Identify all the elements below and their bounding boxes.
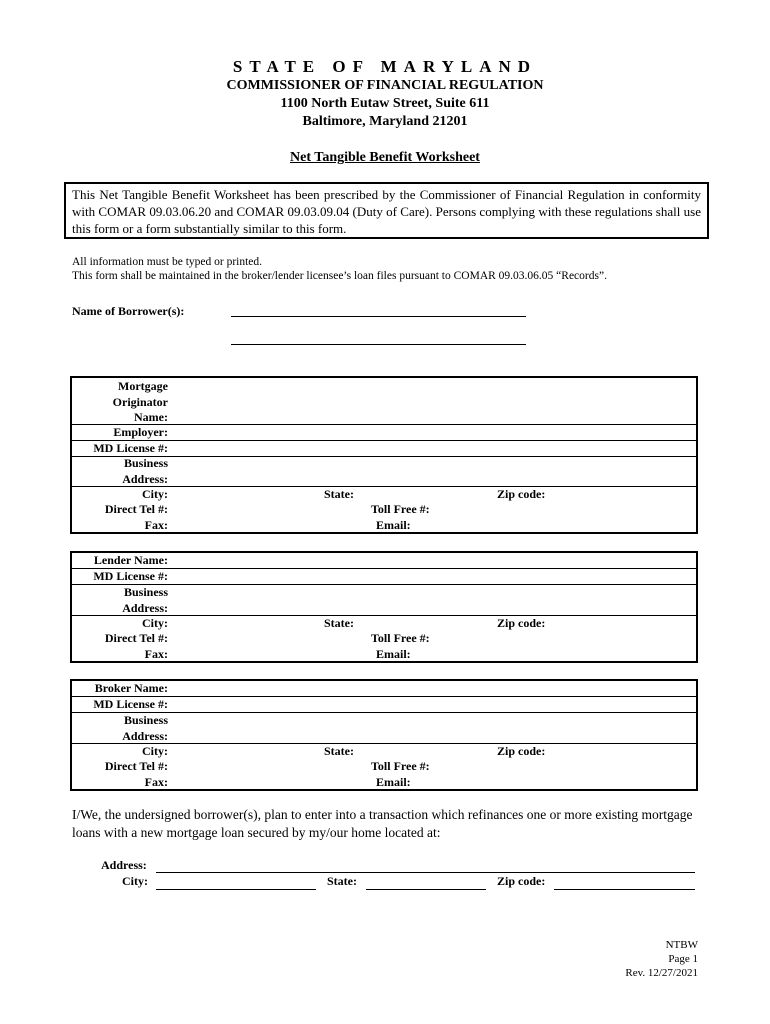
originator-tel-label: Direct Tel #: <box>104 502 168 516</box>
footer-revision: Rev. 12/27/2021 <box>625 967 698 979</box>
property-address-label: Address: <box>101 858 147 872</box>
broker-license-row[interactable] <box>72 697 696 713</box>
broker-contact-rows <box>72 744 696 789</box>
broker-name-label: Broker Name: <box>94 681 168 695</box>
property-state-label: State: <box>327 874 357 888</box>
property-zip-line[interactable] <box>554 889 695 890</box>
property-state-line[interactable] <box>366 889 486 890</box>
property-address-line[interactable] <box>156 872 695 873</box>
broker-address-row[interactable] <box>72 713 696 744</box>
originator-license-label: MD License #: <box>93 441 168 455</box>
lender-contact-rows <box>72 616 696 661</box>
agency-city: Baltimore, Maryland 21201 <box>302 114 468 129</box>
originator-city-label: City: <box>142 487 168 501</box>
borrower-name-line-1[interactable] <box>231 316 526 317</box>
broker-tel-label: Direct Tel #: <box>104 759 168 773</box>
lender-license-row[interactable] <box>72 569 696 585</box>
originator-employer-row[interactable] <box>72 425 696 441</box>
originator-state-label: State: <box>324 487 354 501</box>
originator-tollfree-label: Toll Free #: <box>371 502 430 516</box>
lender-name-label: Lender Name: <box>93 553 168 567</box>
broker-address-label-l1: Business <box>123 713 168 727</box>
lender-address-label <box>72 585 168 616</box>
footer-form-code: NTBW <box>665 939 698 951</box>
note-typed: All information must be typed or printed. <box>72 256 263 268</box>
lender-email-label: Email: <box>376 647 411 661</box>
originator-name-label-l2: Originator <box>112 394 168 409</box>
originator-name-label <box>72 379 168 426</box>
broker-email-label: Email: <box>376 775 411 789</box>
originator-address-label-l1: Business <box>123 456 168 470</box>
borrower-name-line-2[interactable] <box>231 344 526 345</box>
lender-address-row[interactable] <box>72 585 696 616</box>
broker-address-label <box>72 713 168 744</box>
broker-name-row[interactable] <box>72 681 696 697</box>
originator-name-label-l3: Name: <box>134 410 168 424</box>
broker-license-label: MD License #: <box>93 697 168 711</box>
refinance-statement: I/We, the undersigned borrower(s), plan to enter into a transaction which refinances one or more existing mortgage loans with a new mortgage loan secured by my/our home located at: <box>72 807 693 840</box>
lender-zip-label: Zip code: <box>497 616 546 630</box>
lender-name-row[interactable] <box>72 553 696 569</box>
property-zip-label: Zip code: <box>497 874 546 888</box>
lender-section <box>70 551 698 663</box>
broker-city-label: City: <box>142 744 168 758</box>
originator-address-row[interactable] <box>72 457 696 487</box>
originator-address-label <box>72 456 168 487</box>
property-city-label: City: <box>122 874 148 888</box>
intro-box <box>64 182 709 239</box>
page-title: Net Tangible Benefit Worksheet <box>290 150 480 165</box>
lender-license-label: MD License #: <box>93 569 168 583</box>
intro-text: This Net Tangible Benefit Worksheet has been prescribed by the Commissioner of Financial Regulation in conformity with COMAR 09.03.06.20 and COMAR 09.03.09.04 (Duty of Care). Persons complying with these regulations shall use this form or a form substantially similar to this form. <box>72 187 701 236</box>
originator-name-label-l1: Mortgage <box>118 379 168 393</box>
broker-state-label: State: <box>324 744 354 758</box>
originator-address-label-l2: Address: <box>122 471 168 486</box>
originator-zip-label: Zip code: <box>497 487 546 501</box>
originator-fax-label: Fax: <box>144 518 168 532</box>
note-records: This form shall be maintained in the broker/lender licensee’s loan files pursuant to COMAR 09.03.06.05 “Records”. <box>72 270 607 282</box>
originator-contact-rows <box>72 487 696 532</box>
broker-fax-label: Fax: <box>144 775 168 789</box>
property-city-line[interactable] <box>156 889 316 890</box>
lender-address-label-l2: Address: <box>122 600 168 615</box>
lender-tel-label: Direct Tel #: <box>104 631 168 645</box>
originator-name-row[interactable] <box>72 378 696 425</box>
broker-section <box>70 679 698 791</box>
borrower-label: Name of Borrower(s): <box>72 304 185 318</box>
agency-name: COMMISSIONER OF FINANCIAL REGULATION <box>226 78 544 93</box>
broker-tollfree-label: Toll Free #: <box>371 759 430 773</box>
broker-zip-label: Zip code: <box>497 744 546 758</box>
originator-license-row[interactable] <box>72 441 696 457</box>
agency-street: 1100 North Eutaw Street, Suite 611 <box>280 96 490 111</box>
lender-address-label-l1: Business <box>123 585 168 599</box>
lender-fax-label: Fax: <box>144 647 168 661</box>
broker-address-label-l2: Address: <box>122 728 168 743</box>
originator-email-label: Email: <box>376 518 411 532</box>
lender-tollfree-label: Toll Free #: <box>371 631 430 645</box>
state-title: STATE OF MARYLAND <box>232 57 538 76</box>
lender-city-label: City: <box>142 616 168 630</box>
footer-page-number: Page 1 <box>668 953 698 965</box>
lender-state-label: State: <box>324 616 354 630</box>
originator-section <box>70 376 698 534</box>
originator-employer-label: Employer: <box>113 425 168 439</box>
